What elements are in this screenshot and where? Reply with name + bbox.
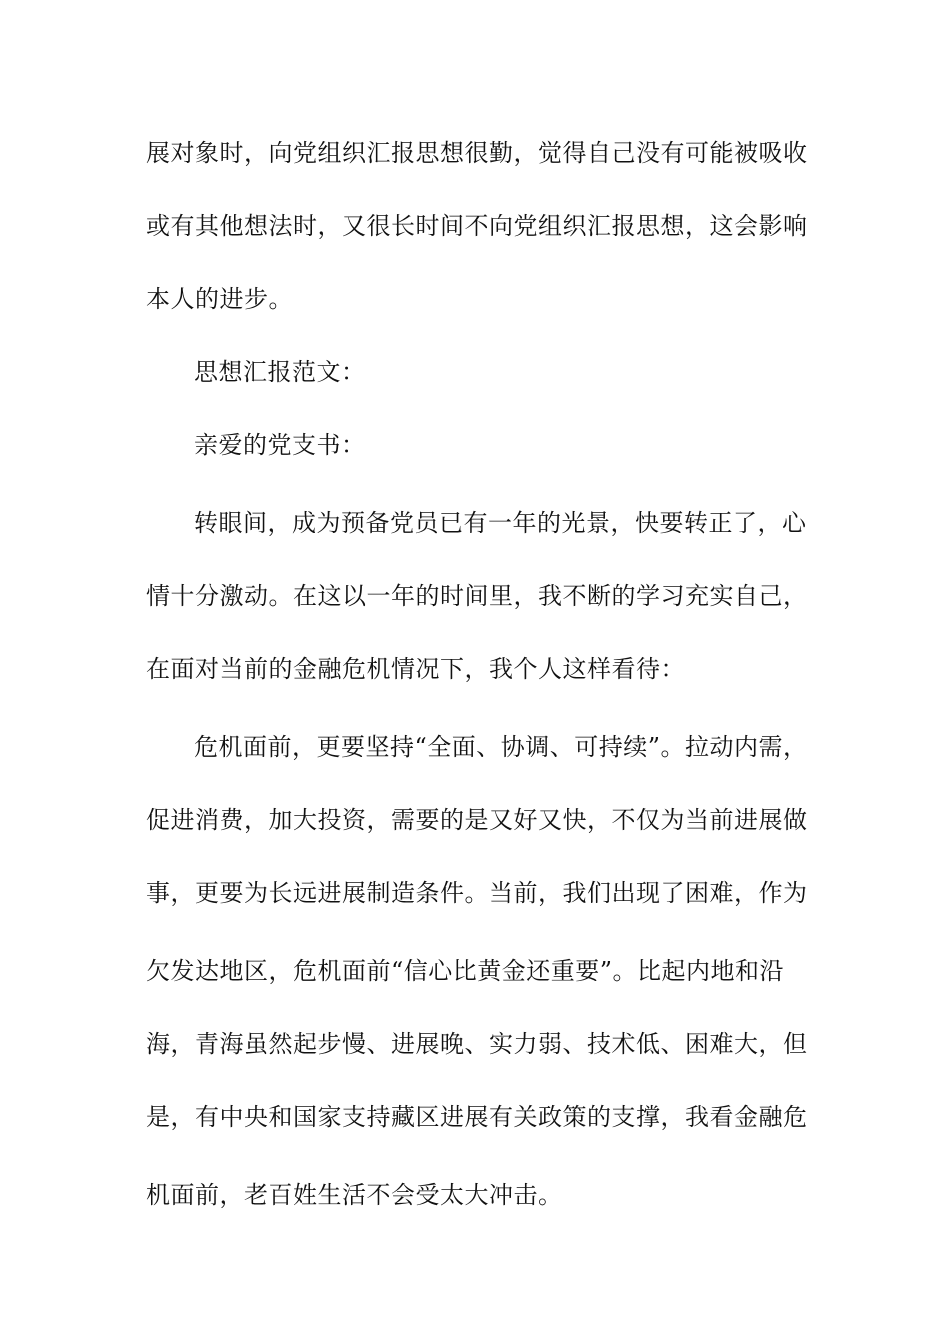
text-line: 欠发达地区，危机面前“信心比黄金还重要”。比起内地和沿 [146,957,785,985]
text-line: 情十分激动。在这以一年的时间里，我不断的学习充实自己， [146,582,808,610]
text-line: 海，青海虽然起步慢、进展晚、实力弱、技术低、困难大，但 [146,1030,808,1058]
text-line: 本人的进步。 [146,285,293,313]
text-line: 转眼间，成为预备党员已有一年的光景，快要转正了，心 [194,509,807,537]
text-line: 机面前，老百姓生活不会受太大冲击。 [146,1181,563,1209]
text-line: 在面对当前的金融危机情况下，我个人这样看待： [146,655,685,683]
text-line: 促进消费，加大投资，需要的是又好又快，不仅为当前进展做 [146,806,808,834]
text-line: 或有其他想法时，又很长时间不向党组织汇报思想，这会影响 [146,212,808,240]
section-heading: 思想汇报范文： [194,358,366,386]
text-line: 危机面前，更要坚持“全面、协调、可持续”。拉动内需， [194,733,808,761]
text-line: 事，更要为长远进展制造条件。当前，我们出现了困难，作为 [146,879,808,907]
salutation: 亲爱的党支书： [194,431,366,459]
text-line: 是，有中央和国家支持藏区进展有关政策的支撑，我看金融危 [146,1103,808,1131]
text-line: 展对象时，向党组织汇报思想很勤，觉得自己没有可能被吸收 [146,139,808,167]
